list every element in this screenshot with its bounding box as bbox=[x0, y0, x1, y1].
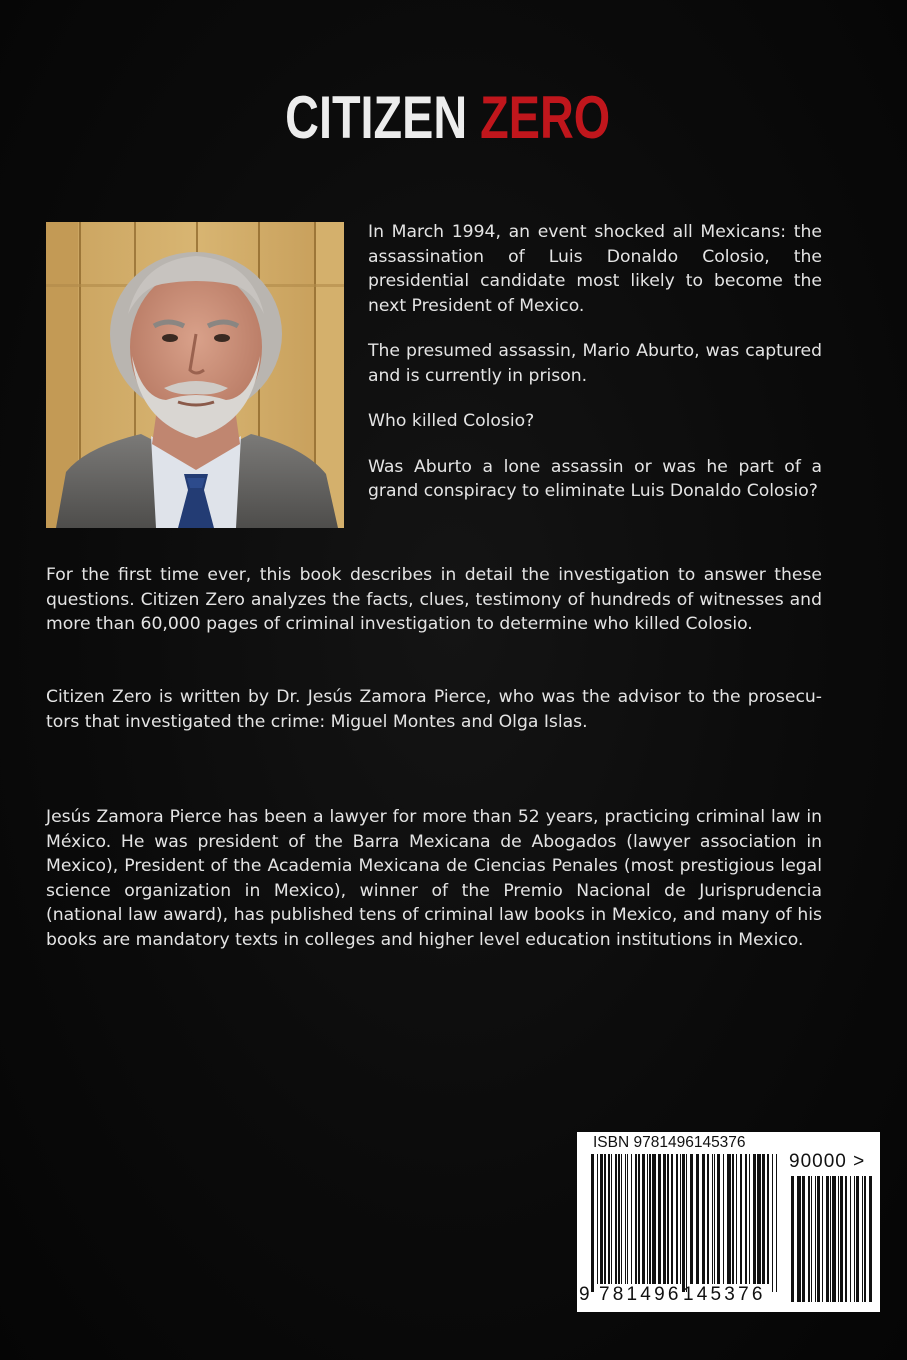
barcode-bar bbox=[850, 1176, 851, 1302]
barcode-bar bbox=[753, 1154, 756, 1284]
barcode-bar bbox=[727, 1154, 731, 1284]
barcode-bar bbox=[808, 1176, 810, 1302]
barcode-bar bbox=[615, 1154, 617, 1284]
barcode-bar bbox=[832, 1176, 836, 1302]
barcode-bar bbox=[631, 1154, 632, 1284]
barcode-bar bbox=[822, 1176, 823, 1302]
isbn-label: ISBN 9781496145376 bbox=[593, 1134, 746, 1151]
barcode-bar bbox=[767, 1154, 769, 1284]
barcode-bar bbox=[638, 1154, 640, 1284]
barcode-bar bbox=[682, 1154, 685, 1292]
price-code bbox=[789, 1151, 865, 1173]
author-note-block bbox=[46, 685, 822, 734]
barcode-bar bbox=[690, 1154, 693, 1284]
barcode-bar bbox=[647, 1154, 648, 1284]
barcode-bar bbox=[649, 1154, 651, 1284]
intro-paragraph-4: Was Aburto a lone assassin or was he part of a grand conspiracy to eliminate Luis Donaldo Colosio? bbox=[368, 456, 822, 501]
barcode-bar bbox=[686, 1154, 687, 1292]
author-bio-paragraph: Jesús Zamora Pierce has been a lawyer for more than 52 years, practicing criminal law in México. He was president of the Barra Mexicana de Abogados (lawyer association in Mexico), President of the Academia Mexicana de Ciencias Penales (most prestigious legal science organization in Mexico), winner of the Premio Nacional de Jurisprudencia (national law award), has published tens of criminal law books in Mexico, and many of his books are mandatory texts in colleges and higher level education institutions in Mexico. bbox=[46, 807, 822, 950]
barcode-bar bbox=[604, 1154, 606, 1284]
title-word-citizen: CITIZEN bbox=[285, 84, 468, 151]
barcode-bar bbox=[714, 1154, 715, 1284]
barcode-bar bbox=[591, 1154, 594, 1292]
isbn-digit-group-1: 781496 bbox=[599, 1284, 682, 1305]
author-portrait-icon bbox=[46, 222, 344, 528]
barcode-bar bbox=[856, 1176, 859, 1302]
barcode-bar bbox=[815, 1176, 816, 1302]
barcode-bar bbox=[749, 1154, 750, 1284]
barcode-bar bbox=[696, 1154, 699, 1284]
intro-column bbox=[368, 220, 822, 525]
barcode-bar bbox=[667, 1154, 669, 1284]
barcode-bar bbox=[702, 1154, 705, 1284]
barcode-bar bbox=[671, 1154, 673, 1284]
barcode-bar bbox=[658, 1154, 661, 1284]
barcode-bar bbox=[757, 1154, 761, 1284]
barcode-bar bbox=[762, 1154, 765, 1284]
barcode-bar bbox=[627, 1154, 628, 1284]
barcode-bar bbox=[830, 1176, 831, 1302]
barcode-bar bbox=[663, 1154, 666, 1284]
barcode-bar bbox=[811, 1176, 812, 1302]
intro-paragraph-3: Who killed Colosio? bbox=[368, 411, 535, 431]
author-note-paragraph: Citizen Zero is written by Dr. Jesús Zamora Pierce, who was the advisor to the prosecu-tors that investigated the crime: Miguel Montes and Olga Islas. bbox=[46, 687, 822, 732]
barcode-bar bbox=[676, 1154, 678, 1284]
barcode-bar bbox=[864, 1176, 866, 1302]
barcode-bar bbox=[740, 1154, 742, 1284]
title-word-zero: ZERO bbox=[480, 84, 611, 151]
isbn-digit-first: 9 bbox=[579, 1284, 590, 1305]
barcode-bar bbox=[826, 1176, 829, 1302]
isbn-barcode bbox=[577, 1132, 880, 1312]
barcode-bar bbox=[869, 1176, 872, 1302]
isbn-digit-group-2: 145376 bbox=[683, 1284, 766, 1305]
book-title bbox=[94, 82, 801, 154]
author-photo bbox=[46, 222, 344, 528]
barcode-bar bbox=[745, 1154, 747, 1284]
barcode-bar bbox=[625, 1154, 626, 1284]
author-bio-block bbox=[46, 805, 822, 952]
barcode-bar bbox=[618, 1154, 620, 1284]
description-block bbox=[46, 563, 822, 637]
barcode-bar bbox=[597, 1154, 598, 1284]
barcode-bar bbox=[608, 1154, 610, 1284]
intro-paragraph-2: The presumed assassin, Mario Aburto, was captured and is currently in prison. bbox=[368, 341, 822, 386]
description-paragraph: For the first time ever, this book describes in detail the investigation to answer these questions. Citizen Zero analyzes the facts, clues, testimony of hundreds of witnesses and more than 60,000 pages of criminal investigation to determine who killed Colosio. bbox=[46, 565, 822, 634]
barcode-bar bbox=[723, 1154, 724, 1284]
barcode-bar bbox=[680, 1154, 681, 1284]
intro-paragraph-1: In March 1994, an event shocked all Mexicans: the assassination of Luis Donaldo Colosio, the presidential candidate most likely to become the next President of Mexico. bbox=[368, 222, 822, 316]
price-code-arrow: > bbox=[853, 1151, 866, 1172]
barcode-bar bbox=[712, 1154, 713, 1284]
barcode-bar bbox=[840, 1176, 843, 1302]
barcode-bar bbox=[635, 1154, 637, 1284]
barcode-bar bbox=[802, 1176, 805, 1302]
barcode-bar bbox=[600, 1154, 603, 1284]
barcode-bar bbox=[772, 1154, 773, 1292]
barcode-bar bbox=[621, 1154, 622, 1284]
barcode-bar bbox=[845, 1176, 847, 1302]
barcode-bar bbox=[736, 1154, 737, 1284]
barcode-bar bbox=[732, 1154, 734, 1284]
barcode-bar bbox=[652, 1154, 656, 1284]
barcode-bar bbox=[797, 1176, 801, 1302]
barcode-bar bbox=[817, 1176, 820, 1302]
barcode-bar bbox=[642, 1154, 645, 1284]
barcode-bar bbox=[791, 1176, 794, 1302]
barcode-bar bbox=[611, 1154, 612, 1284]
barcode-bar bbox=[862, 1176, 863, 1302]
price-code-value: 90000 bbox=[789, 1151, 847, 1172]
barcode-bar bbox=[707, 1154, 709, 1284]
barcode-bar bbox=[717, 1154, 720, 1284]
barcode-bar bbox=[854, 1176, 855, 1302]
barcode-bar bbox=[838, 1176, 839, 1302]
barcode-bar bbox=[776, 1154, 777, 1292]
